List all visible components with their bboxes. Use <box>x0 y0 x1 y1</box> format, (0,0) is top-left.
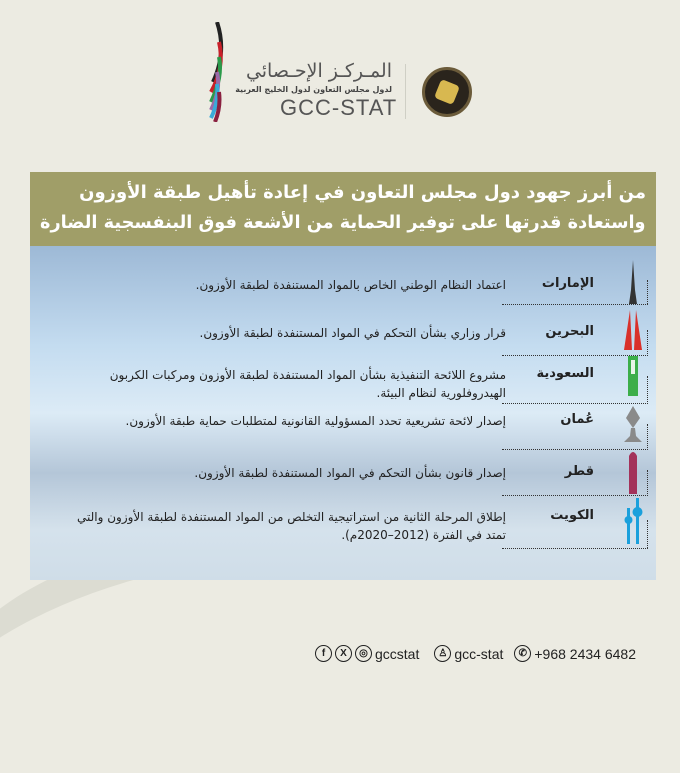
country-row-oman <box>30 404 656 450</box>
doha-tower-icon <box>622 450 644 494</box>
snapchat-icon[interactable]: ♙ <box>434 645 451 662</box>
country-effort-text: مشروع اللائحة التنفيذية بشأن المواد المستنفدة لطبقة الأوزون ومركبات الكربون الهيدروفلورية لنظام البيئة. <box>109 368 506 400</box>
dotted-line <box>647 520 648 548</box>
country-name: الكويت <box>550 508 594 523</box>
row-separator <box>502 548 648 549</box>
country-row-qatar <box>30 450 656 496</box>
phone-number[interactable]: +968 2434 6482 <box>534 645 636 662</box>
country-effort-text: اعتماد النظام الوطني الخاص بالمواد المستنفدة لطبقة الأوزون. <box>195 278 506 292</box>
gcc-emblem-icon <box>422 67 472 117</box>
gcc-stat-logo <box>200 22 490 122</box>
country-name: قطر <box>564 464 594 479</box>
country-effort-text: قرار وزاري بشأن التحكم في المواد المستنفدة لطبقة الأوزون. <box>199 326 506 340</box>
dotted-line <box>647 280 648 304</box>
country-name: البحرين <box>545 324 594 339</box>
social-handle[interactable]: gccstat <box>375 645 420 662</box>
kingdom-centre-icon <box>622 356 644 400</box>
snapchat-handle[interactable]: gcc-stat <box>454 645 504 662</box>
burj-khalifa-icon <box>622 260 644 304</box>
logo-divider <box>405 64 406 119</box>
country-effort-text: إطلاق المرحلة الثانية من استراتيجية التخلص من المواد المستنفدة لطبقة الأوزون والتي تمتد في الفترة (2012–2020م). <box>77 510 506 542</box>
country-efforts-panel <box>30 246 656 580</box>
title-line-1-wrapper <box>40 178 646 208</box>
country-name: السعودية <box>536 366 594 381</box>
dotted-line <box>647 330 648 354</box>
whatsapp-icon[interactable]: ✆ <box>514 645 531 662</box>
kuwait-towers-icon <box>622 498 644 544</box>
dotted-line <box>647 424 648 448</box>
country-effort-text: إصدار لائحة تشريعية تحدد المسؤولية القانونية لمتطلبات حماية طبقة الأوزون. <box>125 414 506 428</box>
incense-burner-icon <box>622 404 644 448</box>
dotted-line <box>647 470 648 494</box>
title-line-2: واستعادة قدرتها على توفير الحماية من الأشعة فوق البنفسجية الضارة <box>40 212 646 233</box>
title-line-1: من أبرز جهود دول مجلس التعاون في إعادة تأهيل طبقة الأوزون <box>79 182 646 203</box>
country-row-uae <box>30 260 656 306</box>
country-row-saudi <box>30 356 656 404</box>
country-row-bahrain <box>30 304 656 356</box>
page-title <box>30 172 656 246</box>
facebook-icon[interactable]: f <box>315 645 332 662</box>
title-line-2-wrapper <box>40 208 646 238</box>
logo-arabic-name: المـركـز الإحـصائي <box>245 60 392 82</box>
footer-contacts <box>315 645 636 662</box>
country-name: الإمارات <box>541 276 594 291</box>
dotted-line <box>647 376 648 402</box>
country-name: عُمان <box>560 412 594 427</box>
logo-english-name: GCC-STAT <box>280 95 398 120</box>
country-effort-text: إصدار قانون بشأن التحكم في المواد المستنفدة لطبقة الأوزون. <box>194 466 506 480</box>
world-trade-center-icon <box>622 306 644 350</box>
logo-stripes-icon <box>205 22 235 122</box>
logo-arabic-subtitle: لدول مجلس التعاون لدول الخليج العربية <box>235 85 392 94</box>
x-twitter-icon[interactable]: X <box>335 645 352 662</box>
country-row-kuwait <box>30 496 656 550</box>
instagram-icon[interactable]: ◎ <box>355 645 372 662</box>
